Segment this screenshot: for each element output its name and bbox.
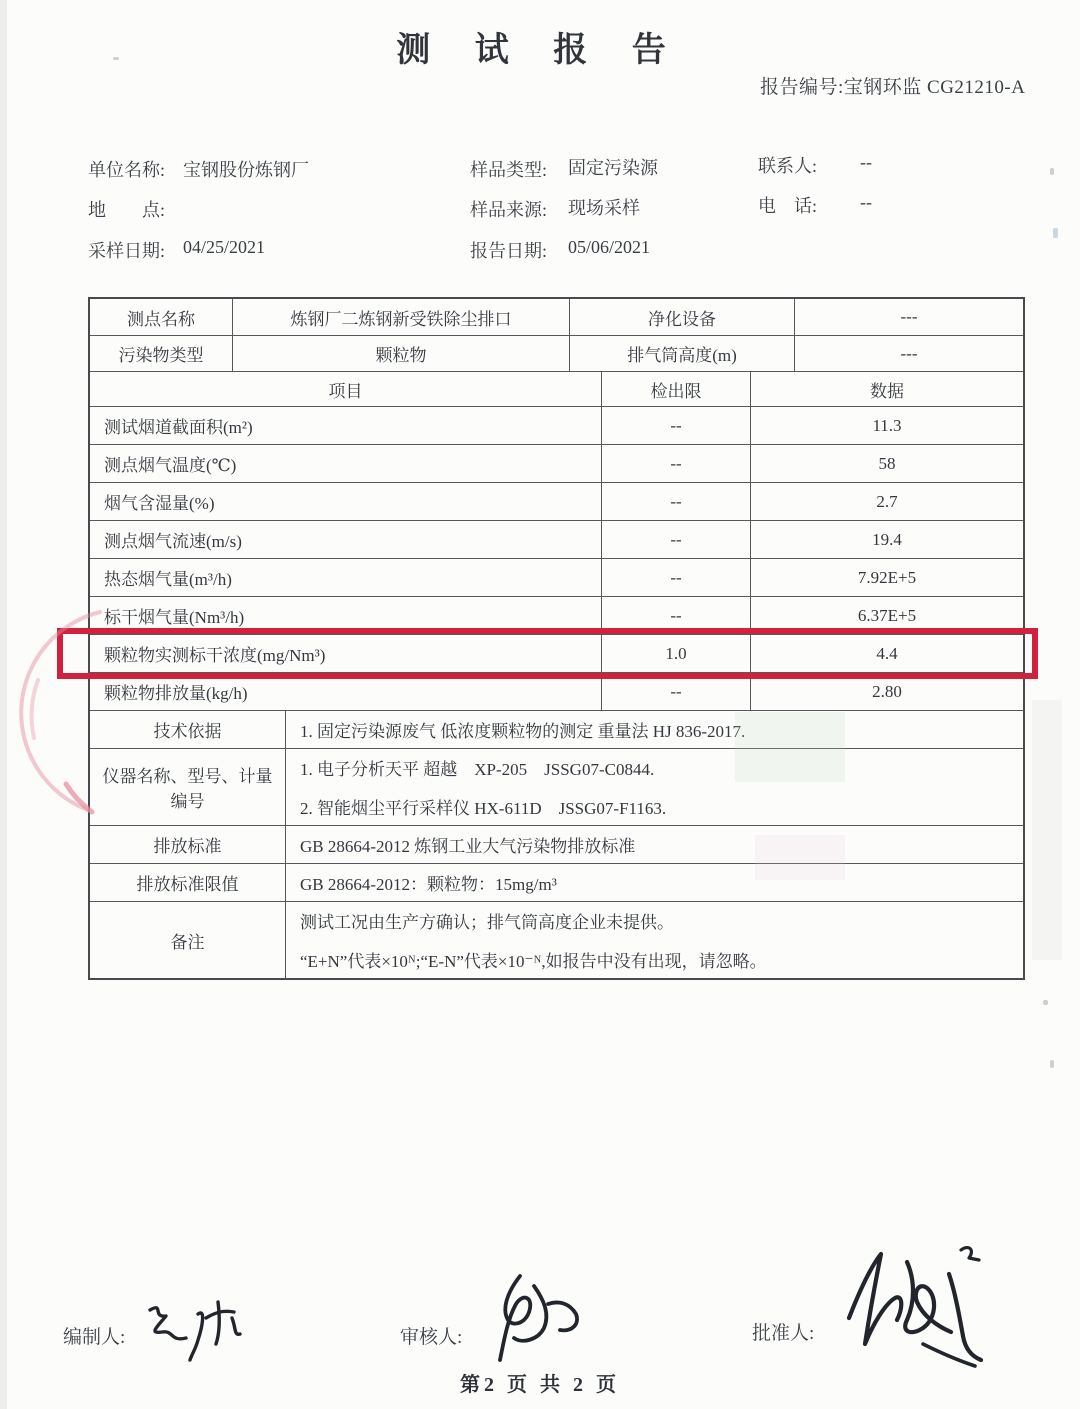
section-content: GB 28664-2012 炼钢工业大气污染物排放标准 bbox=[285, 826, 1023, 863]
param-limit: -- bbox=[601, 483, 750, 520]
content-line: 2. 智能烟尘平行采样仪 HX-611D JSSG07-F1163. bbox=[300, 799, 667, 818]
sampling-date-label: 采样日期: bbox=[88, 241, 166, 261]
section-label: 技术依据 bbox=[153, 722, 222, 741]
sampling-date-value: 04/25/2021 bbox=[183, 237, 266, 257]
param-label: 标干烟气量(Nm³/h) bbox=[104, 608, 245, 627]
meta-label: 排气筒高度(m) bbox=[569, 336, 794, 371]
table-row bbox=[90, 299, 1023, 335]
param-value: 4.4 bbox=[750, 635, 1023, 672]
phone-value: -- bbox=[860, 192, 872, 212]
approved-by-signature bbox=[815, 1240, 995, 1380]
meta-value: --- bbox=[794, 299, 1023, 335]
report-date-value: 05/06/2021 bbox=[568, 237, 651, 257]
prepared-by-signature bbox=[140, 1288, 270, 1368]
meta-label: 净化设备 bbox=[569, 299, 794, 335]
header-item: 项目 bbox=[328, 381, 363, 401]
table-row bbox=[90, 901, 1023, 978]
meta-value: 炼钢厂二炼钢新受铁除尘排口 bbox=[232, 299, 569, 335]
scan-artifact bbox=[1032, 700, 1062, 960]
report-date-label: 报告日期: bbox=[470, 241, 548, 261]
table-row bbox=[90, 520, 1023, 558]
content-line: “E+N”代表×10ᴺ;“E-N”代表×10⁻ᴺ,如报告中没有出现，请忽略。 bbox=[300, 952, 767, 971]
table-row bbox=[90, 863, 1023, 901]
stamp-arc bbox=[8, 588, 268, 848]
table-header-row bbox=[90, 371, 1023, 406]
meta-value: 颗粒物 bbox=[232, 336, 569, 371]
section-label: 备注 bbox=[170, 932, 205, 952]
section-content: GB 28664-2012：颗粒物：15mg/m³ bbox=[285, 864, 1023, 901]
param-label: 颗粒物实测标干浓度(mg/Nm³) bbox=[104, 646, 326, 665]
sample-type-label: 样品类型: bbox=[470, 160, 548, 180]
param-value: 11.3 bbox=[750, 407, 1023, 444]
scan-speck bbox=[1053, 228, 1058, 238]
page-number: 第2 页 共 2 页 bbox=[460, 1374, 620, 1396]
scan-speck bbox=[1043, 1000, 1048, 1005]
unit-name-label: 单位名称: bbox=[88, 160, 166, 180]
param-value: 2.7 bbox=[750, 483, 1023, 520]
content-line: 测试工况由生产方确认；排气筒高度企业未提供。 bbox=[300, 913, 674, 932]
param-label: 烟气含湿量(%) bbox=[104, 494, 215, 513]
param-label: 热态烟气量(m³/h) bbox=[104, 570, 232, 589]
param-value: 19.4 bbox=[750, 521, 1023, 558]
header-data: 数据 bbox=[750, 372, 1023, 406]
meta-value: --- bbox=[794, 336, 1023, 371]
meta-label: 测点名称 bbox=[127, 309, 195, 329]
param-limit: -- bbox=[601, 559, 750, 596]
section-content bbox=[285, 902, 1023, 978]
param-value: 58 bbox=[750, 445, 1023, 482]
param-value: 7.92E+5 bbox=[750, 559, 1023, 596]
param-limit: 1.0 bbox=[601, 635, 750, 672]
section-label: 排放标准 bbox=[153, 837, 222, 856]
section-label: 排放标准限值 bbox=[136, 875, 239, 894]
reviewed-by-signature bbox=[478, 1270, 588, 1375]
sample-type-value: 固定污染源 bbox=[568, 158, 658, 178]
param-label: 颗粒物排放量(kg/h) bbox=[104, 684, 248, 703]
prepared-by-label: 编制人: bbox=[63, 1327, 126, 1348]
sample-source-label: 样品来源: bbox=[470, 200, 548, 220]
report-number: 报告编号:宝钢环监 CG21210-A bbox=[760, 77, 1026, 98]
contact-value: -- bbox=[860, 152, 872, 172]
scan-speck bbox=[1050, 168, 1054, 175]
location-label: 地 点: bbox=[88, 200, 166, 220]
scan-edge bbox=[0, 0, 7, 1409]
sample-source-value: 现场采样 bbox=[568, 198, 640, 218]
param-limit: -- bbox=[601, 407, 750, 444]
param-limit: -- bbox=[601, 445, 750, 482]
param-limit: -- bbox=[601, 521, 750, 558]
section-content: 1. 固定污染源废气 低浓度颗粒物的测定 重量法 HJ 836-2017. bbox=[285, 711, 1023, 748]
section-label: 仪器名称、型号、计量编号 bbox=[102, 767, 273, 811]
meta-label: 污染物类型 bbox=[118, 346, 204, 365]
scan-speck bbox=[113, 57, 119, 60]
param-value: 6.37E+5 bbox=[750, 597, 1023, 634]
param-label: 测点烟气流速(m/s) bbox=[104, 532, 242, 551]
table-row bbox=[90, 406, 1023, 444]
header-limit: 检出限 bbox=[601, 372, 750, 406]
reviewed-by-label: 审核人: bbox=[400, 1327, 463, 1348]
param-limit: -- bbox=[601, 597, 750, 634]
param-limit: -- bbox=[601, 673, 750, 710]
approved-by-label: 批准人: bbox=[752, 1323, 815, 1344]
table-row bbox=[90, 482, 1023, 520]
content-line: 1. 电子分析天平 超越 XP-205 JSSG07-C0844. bbox=[300, 760, 655, 779]
page-title: 测 试 报 告 bbox=[396, 32, 684, 69]
param-label: 测点烟气温度(℃) bbox=[104, 456, 237, 475]
scan-speck bbox=[1050, 1060, 1054, 1068]
contact-label: 联系人: bbox=[758, 156, 818, 176]
table-row bbox=[90, 335, 1023, 371]
unit-name-value: 宝钢股份炼钢厂 bbox=[183, 160, 309, 180]
table-row bbox=[90, 444, 1023, 482]
section-content bbox=[285, 749, 1023, 825]
param-label: 测试烟道截面积(m²) bbox=[104, 418, 253, 437]
phone-label: 电 话: bbox=[758, 196, 818, 216]
param-value: 2.80 bbox=[750, 673, 1023, 710]
